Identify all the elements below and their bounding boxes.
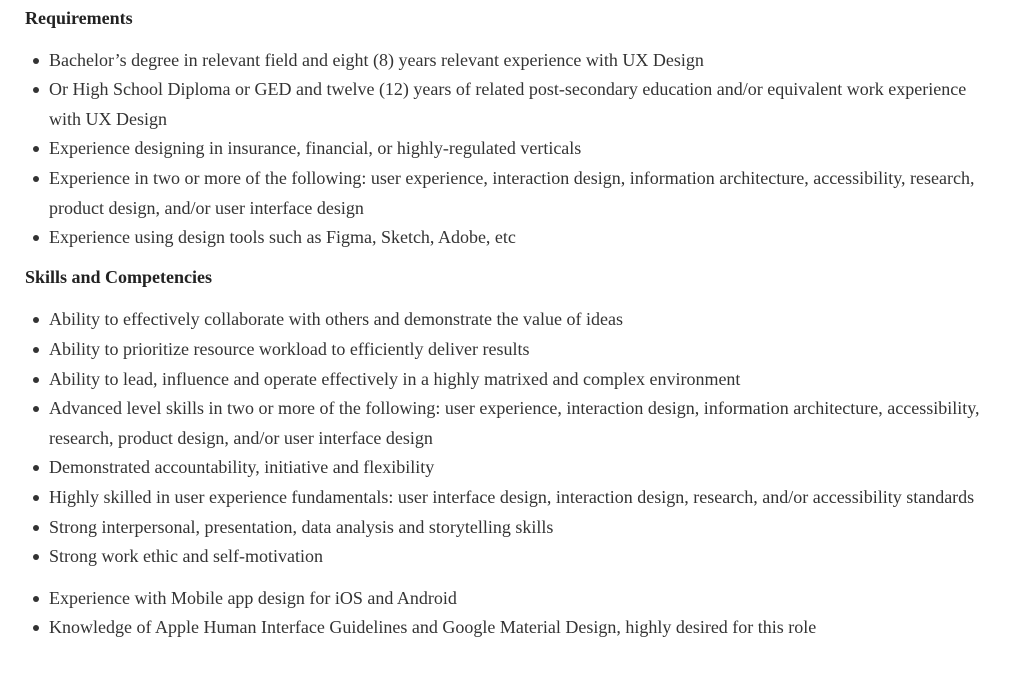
skill-item: Ability to effectively collaborate with others and demonstrate the value of ideas bbox=[49, 305, 1010, 335]
skills-heading: Skills and Competencies bbox=[25, 266, 213, 287]
skill-item: Demonstrated accountability, initiative and flexibility bbox=[49, 453, 1010, 483]
requirement-item: Experience in two or more of the following: user experience, interaction design, information architecture, accessibility, research, product design, and/or user interface design bbox=[49, 164, 1010, 223]
skill-item: Ability to prioritize resource workload to efficiently deliver results bbox=[49, 335, 1010, 365]
skills-list bbox=[25, 305, 1010, 571]
skill-item: Ability to lead, influence and operate effectively in a highly matrixed and complex environment bbox=[49, 365, 1010, 395]
requirements-list bbox=[25, 46, 1010, 253]
additional-item: Knowledge of Apple Human Interface Guidelines and Google Material Design, highly desired for this role bbox=[49, 613, 1010, 643]
requirement-item: Experience designing in insurance, financial, or highly-regulated verticals bbox=[49, 134, 1010, 164]
skill-item: Advanced level skills in two or more of the following: user experience, interaction design, information architecture, accessibility, research, product design, and/or user interface design bbox=[49, 394, 1010, 453]
skill-item: Strong interpersonal, presentation, data analysis and storytelling skills bbox=[49, 513, 1010, 543]
requirement-item: Or High School Diploma or GED and twelve (12) years of related post-secondary education and/or equivalent work experience with UX Design bbox=[49, 75, 1010, 134]
skill-item: Strong work ethic and self-motivation bbox=[49, 542, 1010, 572]
requirement-item: Bachelor’s degree in relevant field and eight (8) years relevant experience with UX Design bbox=[49, 46, 1010, 76]
requirement-item: Experience using design tools such as Figma, Sketch, Adobe, etc bbox=[49, 223, 1010, 253]
requirements-heading: Requirements bbox=[25, 8, 133, 28]
skill-item: Highly skilled in user experience fundamentals: user interface design, interaction design, research, and/or accessibility standards bbox=[49, 483, 1010, 513]
additional-list bbox=[25, 584, 1010, 643]
additional-item: Experience with Mobile app design for iOS and Android bbox=[49, 584, 1010, 614]
